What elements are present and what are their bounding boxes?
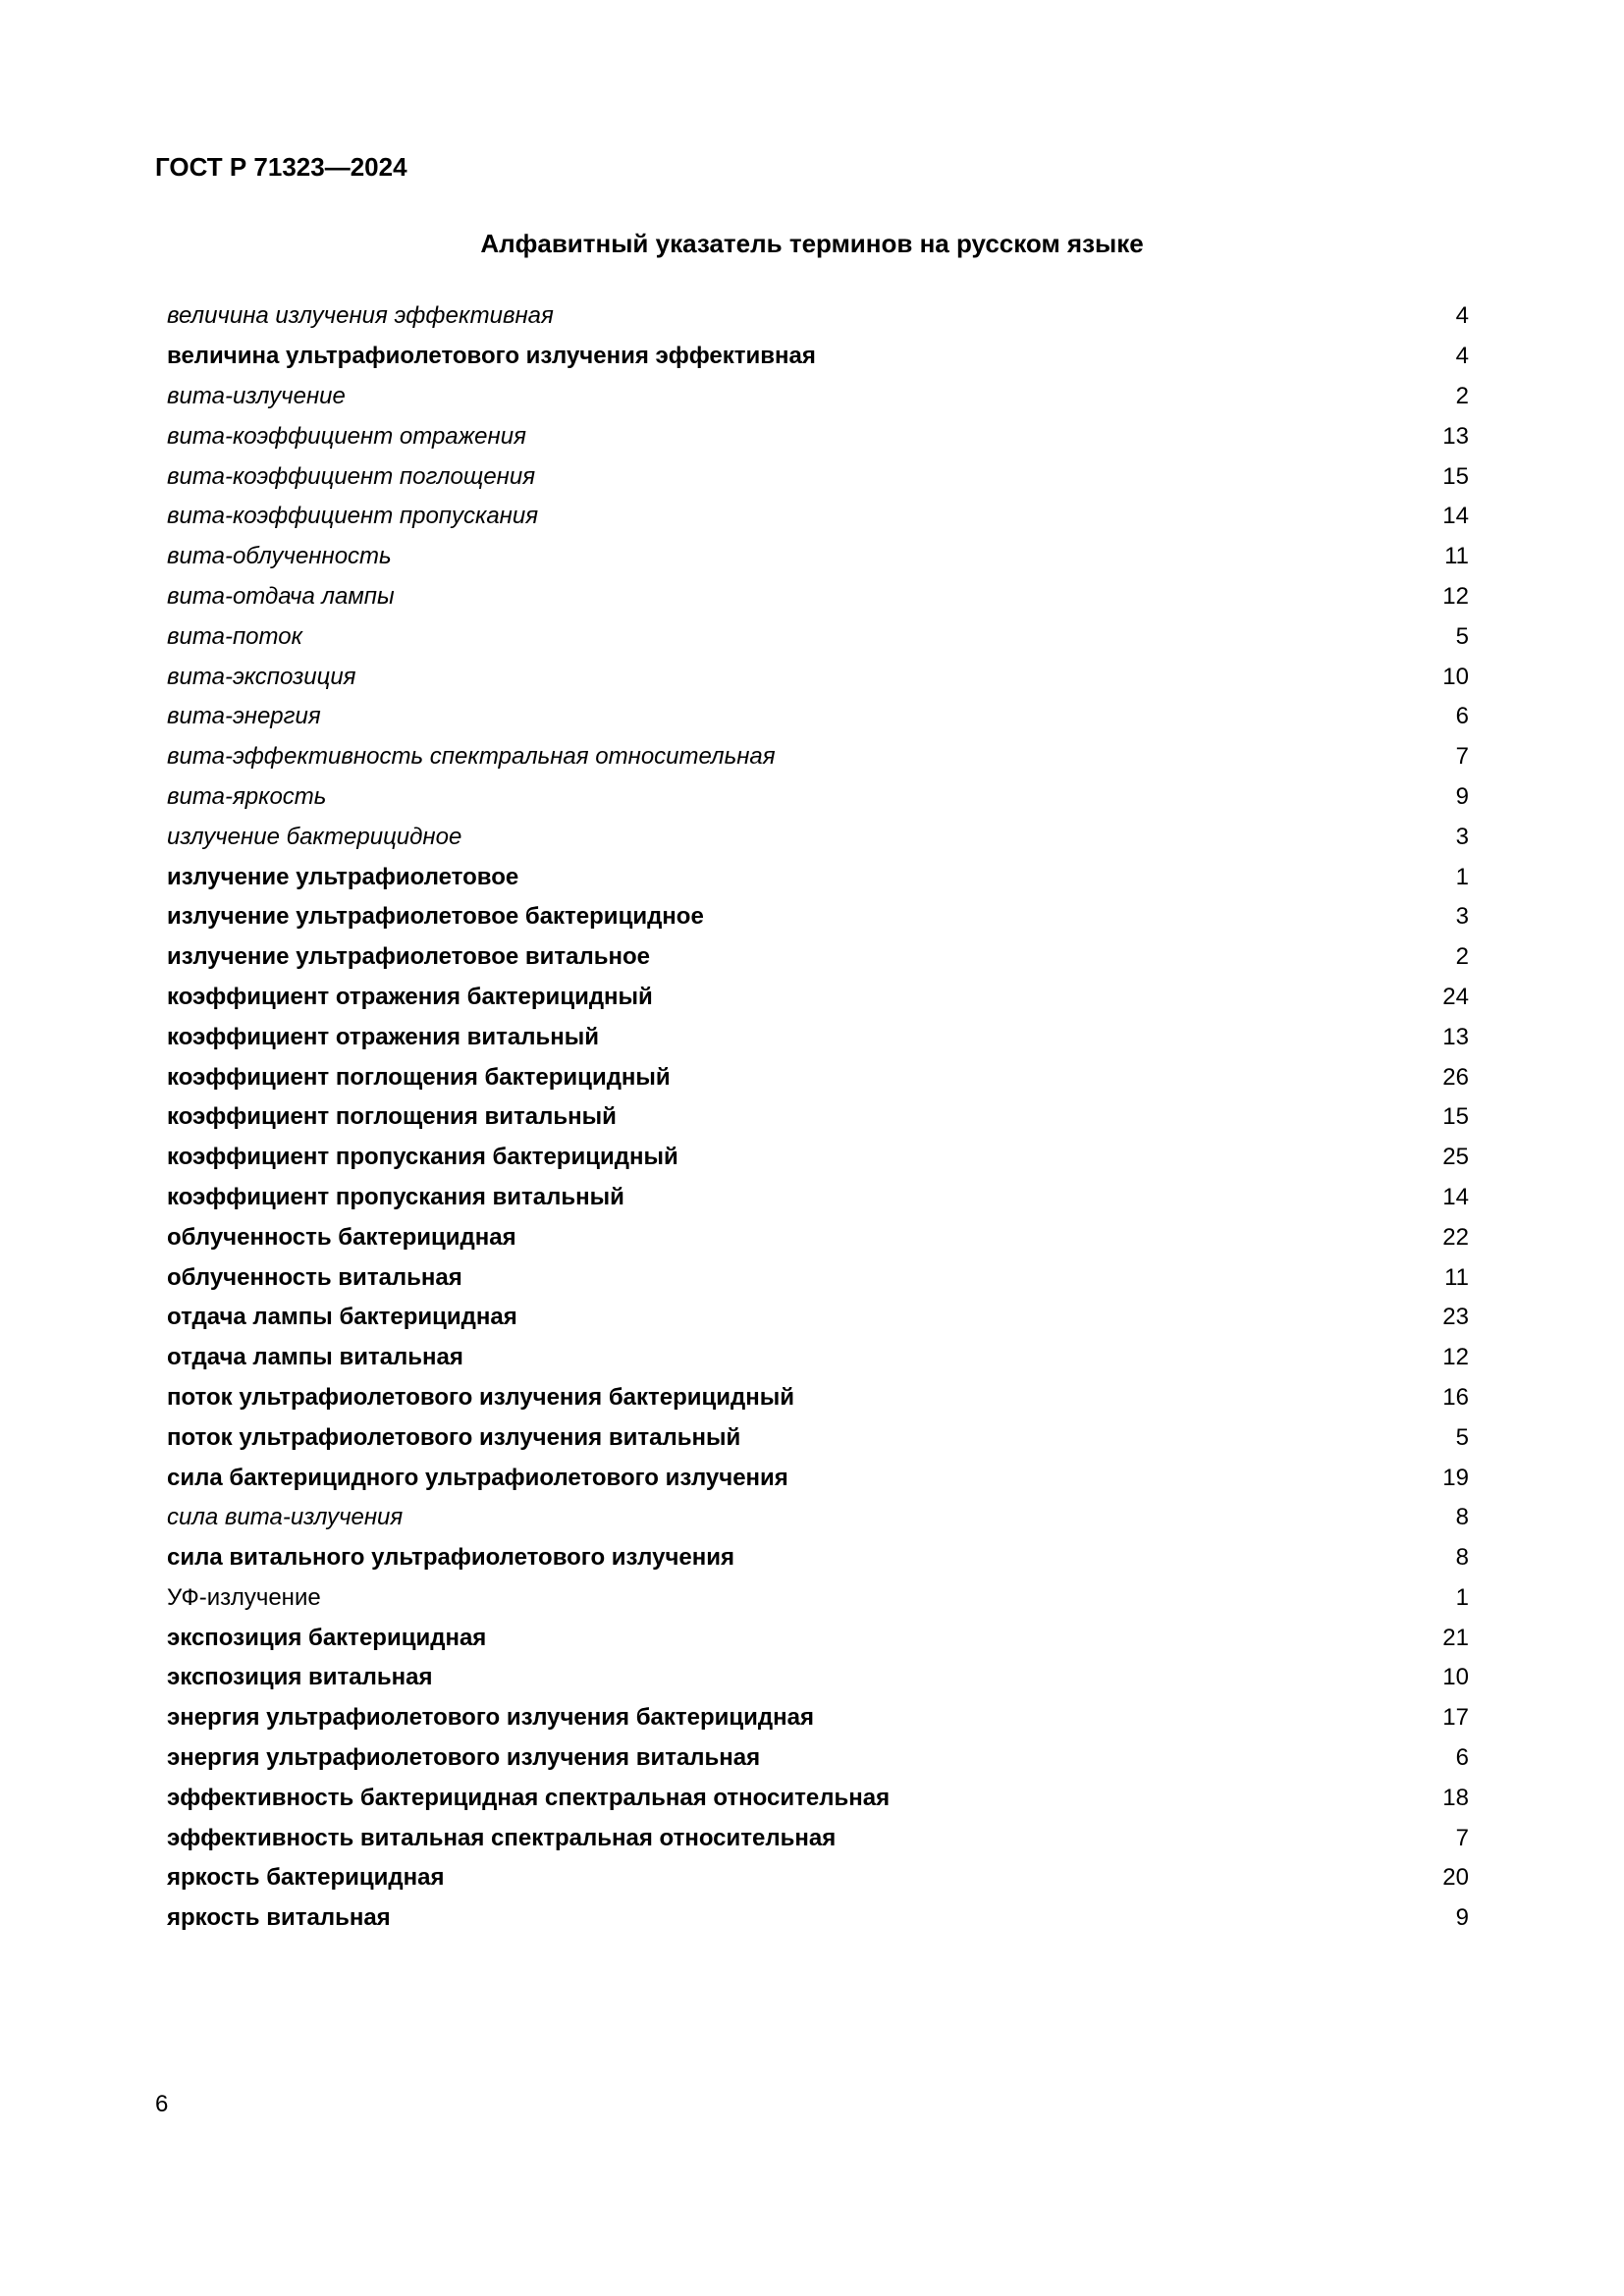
- index-term: облученность бактерицидная: [167, 1223, 516, 1251]
- index-term-number: 14: [1442, 503, 1469, 530]
- index-term-number: 4: [1455, 343, 1469, 370]
- index-term: вита-экспозиция: [167, 663, 356, 690]
- index-term-number: 13: [1442, 1023, 1469, 1050]
- index-term-number: 20: [1442, 1864, 1469, 1892]
- index-term: яркость витальная: [167, 1904, 391, 1932]
- index-entry: [167, 337, 1469, 377]
- index-term-number: 12: [1442, 1344, 1469, 1371]
- index-entry: [167, 296, 1469, 337]
- index-entry: [167, 1097, 1469, 1138]
- index-entry: [167, 897, 1469, 937]
- index-term-number: 6: [1455, 1744, 1469, 1772]
- index-term: вита-отдача лампы: [167, 582, 395, 610]
- index-entry: [167, 1417, 1469, 1458]
- index-term: коэффициент отражения витальный: [167, 1023, 599, 1050]
- index-entry: [167, 416, 1469, 456]
- index-entry: [167, 1618, 1469, 1658]
- index-entry: [167, 1858, 1469, 1898]
- index-entry: [167, 616, 1469, 657]
- index-term: вита-поток: [167, 622, 302, 650]
- index-entry: [167, 1057, 1469, 1097]
- index-entry: [167, 1778, 1469, 1818]
- index-term-number: 9: [1455, 1904, 1469, 1932]
- index-term: эффективность витальная спектральная относительная: [167, 1824, 837, 1851]
- index-entry: [167, 1658, 1469, 1698]
- index-term: вита-облученность: [167, 543, 392, 570]
- index-term: сила вита-излучения: [167, 1504, 404, 1531]
- index-entry: [167, 777, 1469, 818]
- index-entry: [167, 1898, 1469, 1939]
- index-term: поток ультрафиолетового излучения бактерицидный: [167, 1383, 795, 1411]
- index-term-number: 9: [1455, 782, 1469, 810]
- index-term: экспозиция бактерицидная: [167, 1624, 487, 1651]
- index-term-number: 15: [1442, 1103, 1469, 1131]
- index-term: сила витального ультрафиолетового излучения: [167, 1544, 734, 1572]
- index-term-number: 6: [1455, 703, 1469, 730]
- index-entry: [167, 937, 1469, 978]
- index-term: экспозиция витальная: [167, 1664, 433, 1691]
- index-term-number: 7: [1455, 743, 1469, 771]
- index-entry: [167, 1138, 1469, 1178]
- document-code: ГОСТ Р 71323—2024: [155, 152, 407, 182]
- index-entry: [167, 1578, 1469, 1619]
- index-term: вита-энергия: [167, 703, 321, 730]
- index-term-number: 2: [1455, 943, 1469, 971]
- index-term-number: 26: [1442, 1063, 1469, 1091]
- index-term-number: 18: [1442, 1784, 1469, 1811]
- index-entry: [167, 1698, 1469, 1738]
- index-term: энергия ультрафиолетового излучения бактерицидная: [167, 1704, 814, 1732]
- index-term: излучение ультрафиолетовое витальное: [167, 943, 650, 971]
- index-entry: [167, 1298, 1469, 1338]
- index-term-number: 3: [1455, 903, 1469, 931]
- index-term-number: 8: [1455, 1544, 1469, 1572]
- page-number: 6: [155, 2091, 169, 2117]
- index-term-number: 7: [1455, 1824, 1469, 1851]
- index-term-number: 16: [1442, 1383, 1469, 1411]
- index-entry: [167, 377, 1469, 417]
- index-entry: [167, 1217, 1469, 1257]
- index-entry: [167, 577, 1469, 617]
- index-entry: [167, 1338, 1469, 1378]
- index-term-number: 19: [1442, 1464, 1469, 1491]
- index-term: величина излучения эффективная: [167, 302, 554, 330]
- index-term: коэффициент пропускания витальный: [167, 1183, 624, 1210]
- index-entry: [167, 1178, 1469, 1218]
- index-term-number: 11: [1444, 1263, 1469, 1291]
- index-entry: [167, 456, 1469, 497]
- index-term-number: 11: [1444, 543, 1469, 570]
- index-entry: [167, 1257, 1469, 1298]
- index-entry: [167, 1017, 1469, 1057]
- index-term: излучение ультрафиолетовое: [167, 863, 519, 890]
- index-term: эффективность бактерицидная спектральная относительная: [167, 1784, 891, 1811]
- index-term-number: 22: [1442, 1223, 1469, 1251]
- index-term-number: 10: [1442, 1664, 1469, 1691]
- index-term-number: 3: [1455, 823, 1469, 850]
- index-term: отдача лампы бактерицидная: [167, 1304, 517, 1331]
- index-term-number: 1: [1455, 1583, 1469, 1611]
- index-entry: [167, 737, 1469, 777]
- index-term: величина ультрафиолетового излучения эффективная: [167, 343, 816, 370]
- index-entry: [167, 1538, 1469, 1578]
- index-term-number: 13: [1442, 422, 1469, 450]
- index-term-number: 12: [1442, 582, 1469, 610]
- index-term: вита-излучение: [167, 382, 346, 409]
- index-term-number: 23: [1442, 1304, 1469, 1331]
- index-entry: [167, 1458, 1469, 1498]
- index-entry: [167, 497, 1469, 537]
- term-index-list: [167, 296, 1469, 1939]
- index-title: Алфавитный указатель терминов на русском языке: [480, 229, 1144, 258]
- index-term-number: 2: [1455, 382, 1469, 409]
- index-term: вита-коэффициент поглощения: [167, 462, 536, 490]
- index-term: поток ультрафиолетового излучения витальный: [167, 1423, 741, 1451]
- index-entry: [167, 1498, 1469, 1538]
- index-term: вита-эффективность спектральная относительная: [167, 743, 776, 771]
- index-term-number: 8: [1455, 1504, 1469, 1531]
- index-term-number: 24: [1442, 983, 1469, 1010]
- index-term: вита-яркость: [167, 782, 327, 810]
- index-entry: [167, 978, 1469, 1018]
- index-term: сила бактерицидного ультрафиолетового излучения: [167, 1464, 788, 1491]
- index-entry: [167, 537, 1469, 577]
- index-term-number: 5: [1455, 1423, 1469, 1451]
- index-term: вита-коэффициент отражения: [167, 422, 526, 450]
- index-term-number: 17: [1442, 1704, 1469, 1732]
- index-term: энергия ультрафиолетового излучения витальная: [167, 1744, 761, 1772]
- index-term: УФ-излучение: [167, 1583, 321, 1611]
- index-term-number: 5: [1455, 622, 1469, 650]
- index-entry: [167, 697, 1469, 737]
- index-term-number: 10: [1442, 663, 1469, 690]
- index-term: коэффициент поглощения бактерицидный: [167, 1063, 671, 1091]
- index-entry: [167, 657, 1469, 697]
- index-term-number: 4: [1455, 302, 1469, 330]
- index-term: коэффициент пропускания бактерицидный: [167, 1144, 678, 1171]
- index-term: облученность витальная: [167, 1263, 462, 1291]
- index-term-number: 21: [1442, 1624, 1469, 1651]
- index-entry: [167, 1818, 1469, 1858]
- index-entry: [167, 817, 1469, 857]
- index-term-number: 1: [1455, 863, 1469, 890]
- index-term-number: 15: [1442, 462, 1469, 490]
- index-term-number: 25: [1442, 1144, 1469, 1171]
- index-term: излучение ультрафиолетовое бактерицидное: [167, 903, 704, 931]
- index-entry: [167, 857, 1469, 897]
- index-term-number: 14: [1442, 1183, 1469, 1210]
- index-term: коэффициент отражения бактерицидный: [167, 983, 653, 1010]
- index-term: излучение бактерицидное: [167, 823, 462, 850]
- index-entry: [167, 1378, 1469, 1418]
- index-term: яркость бактерицидная: [167, 1864, 445, 1892]
- index-term: вита-коэффициент пропускания: [167, 503, 539, 530]
- index-entry: [167, 1738, 1469, 1779]
- index-term: отдача лампы витальная: [167, 1344, 463, 1371]
- index-term: коэффициент поглощения витальный: [167, 1103, 617, 1131]
